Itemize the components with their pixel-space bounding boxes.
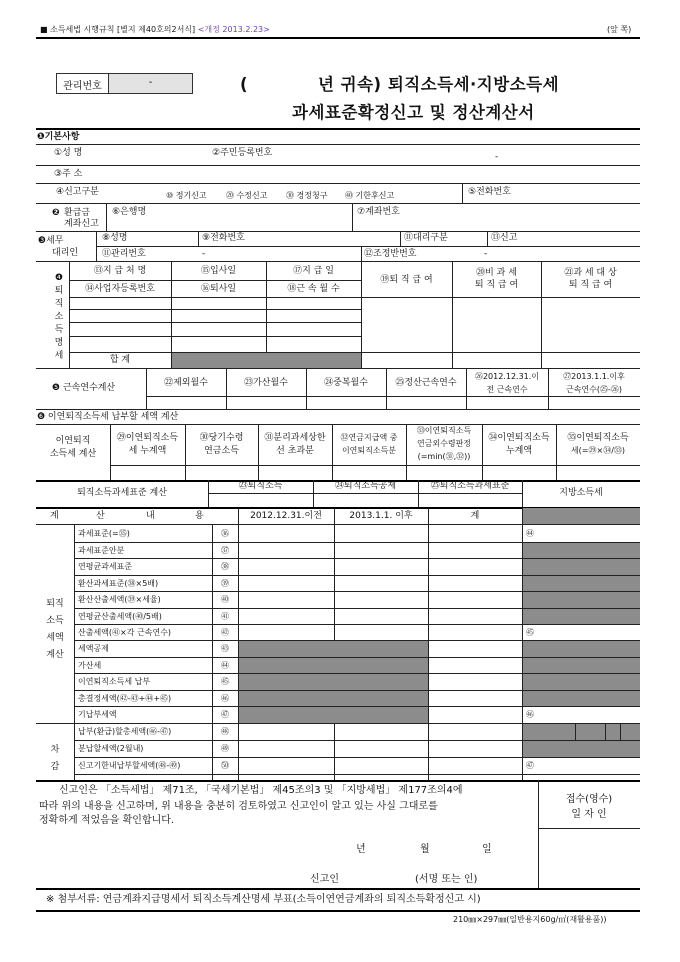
c31-label2: 선 초과분 [276,446,314,456]
agent-type-label: ⑪대리구분 [404,233,448,243]
calc-row-label: 환산과세표준(㊳×5배) [78,579,159,588]
c32-label2: 이연퇴직소득분 [341,446,397,455]
management-number-box: 관리번호 - [56,73,193,94]
phone-label: ⑤전화번호 [468,187,511,197]
title-open-paren: ( [240,75,249,94]
date-day: 일 [482,844,492,855]
bank-label: ⑥은행명 [112,207,147,217]
agent-label1: ❸세무 [38,236,64,246]
c33-label2: 연금외수령판정 [416,439,472,448]
c34-label2: 누계액 [505,446,533,456]
c30-label2: 연금소득 [204,446,239,456]
date-month: 월 [420,844,430,855]
section6-heading: ❻ 이연퇴직소득세 납부할 세액 계산 [37,412,179,422]
taxable-label2: 퇴 직 급 여 [568,280,613,290]
section5-label: ❺ 근속연수계산 [52,383,116,393]
calc-row-label: 총결정세액(㊷-㊸+㊹+㊺) [78,694,172,703]
calc-row-label: 산출세액(㊶×각 근속연수) [78,628,172,637]
c29-label2: 세 누계액 [128,446,167,456]
refund-label2: 계좌신고 [64,219,99,229]
calc-row-number: ㊲ [221,546,229,555]
post2013-years-label2: 근속연수(㉕-㉖) [565,385,623,394]
col-post2013: 2013.1.1. 이후 [349,511,413,521]
local-tax-row-number: ㊹ [526,529,534,538]
calc-table-title: 퇴직소득과세표준 계산 [77,488,167,498]
calc-row-number: ㊻ [221,694,229,703]
calc-side-label: 퇴직 소득 세액 계산 [46,599,64,660]
rrn-dash: - [495,152,499,162]
retire-pay-label: ⑲퇴 직 급 여 [380,275,433,285]
section4-side-label: ❹ 퇴 직 소 득 명 세 [54,273,64,361]
local-tax-row-number: ㊺ [526,628,534,637]
calc-row-label: 이연퇴직소득세 납부 [78,677,151,686]
c33-label3: (=min(㉛,㉜)) [417,452,471,461]
duplicate-months-label: ㉔중복월수 [324,378,368,388]
agent-report-label: ⑬신고 [491,233,518,243]
receipt-label1: 접수(영수) [565,794,613,805]
declaration-line2: 따라 위의 내용을 신고하며, 위 내용을 충분히 검토하였고 신고인이 알고 있는 사실 그대로를 [39,801,438,812]
page-side: (앞 쪽) [607,25,632,34]
refund-label1: 환급금 [64,208,91,218]
c33-label1: ㉝이연퇴직소득 [416,426,472,435]
form-regulation: ■ 소득세법 시행규칙 [별지 제40호의2서식] <개정 2013.2.23> [40,25,270,34]
taxable-label1: ㉑과 세 대 상 [564,268,617,278]
name-label: ①성 명 [54,148,83,158]
c35-label1: ㉟이연퇴직소득 [567,433,629,443]
c29-label1: ㉙이연퇴직소득 [116,433,179,443]
calc-row-number: ㊵ [221,595,229,604]
calc-row-number: ㊿ [221,761,229,770]
calc-row-number: ㊸ [221,644,229,653]
calc-row-label: 기납부세액 [78,710,117,719]
bizno-label: ⑭사업자등록번호 [85,284,155,294]
calc-row-label: 세액공제 [78,644,109,653]
report-type-label: ④신고구분 [56,187,99,197]
agent-label2: 대리인 [52,248,79,258]
rrn-label: ②주민등록번호 [212,148,273,158]
local-tax-row-number: ㊻ [526,710,534,719]
c34-label1: ㉞이연퇴직소득 [488,433,550,443]
total-label: 합 계 [109,355,131,365]
h-retire-income: ㉓퇴직소득 [238,481,283,491]
pay-date-label: ⑰지 급 일 [293,266,334,276]
signer-label: 신고인 [310,874,339,885]
agent-mgmt-label: ⑪관리번호 [102,249,146,259]
deferred-tax-label1: 이연퇴직 [55,436,91,446]
calc-row-number: ㊷ [221,628,229,637]
calc-row-label: 연평균과세표준 [78,562,133,571]
attachments-note: ※ 첨부서류: 연금계좌지급명세서 퇴직소득계산명세 부표(소득이연연금계좌의 퇴직소득확정신고 시) [46,894,481,905]
calc-row-number: ㊾ [221,744,229,753]
col-header-char: 계 [50,511,59,521]
c30-label1: ㉚당기수령 [199,433,244,443]
nontax-label1: ⑳비 과 세 [476,268,517,278]
receipt-label2: 일 자 인 [571,809,607,820]
option-amended[interactable]: ⑳ 수정신고 [226,191,268,200]
section1-heading: ❶기본사항 [37,132,80,142]
calc-row-number: ㊹ [221,661,229,670]
calc-row-number: ㊼ [221,710,229,719]
adjust-no-dash: - [484,249,488,259]
added-months-label: ㉓가산월수 [244,378,288,388]
option-correction[interactable]: ㉚ 경정청구 [286,191,328,200]
pre2013-years-label2: 전 근속연수 [486,385,528,394]
form-title-line2: 과세표준확정신고 및 정산계산서 [292,103,535,122]
h-retire-taxbase: ㉕퇴직소득과세표준 [430,481,510,491]
agent-name-label: ⑧성명 [102,233,128,243]
join-date-label: ⑮입사일 [200,266,237,276]
col-header-char: 내 [146,511,155,521]
option-late[interactable]: ㊵ 기한후신고 [345,191,395,200]
address-label: ③주 소 [54,169,83,179]
c35-label2: 세(=㉙×㉞/㉝) [570,446,626,455]
leave-date-label: ⑯퇴사일 [200,284,237,294]
calc-row-label: 연평균산출세액(㊵/5배) [78,612,162,621]
calc-row-number: ㊽ [221,727,229,736]
c31-label1: ㉛분리과세상한 [264,433,326,443]
pre2013-years-label1: ㉖2012.12.31.이 [474,372,540,381]
agent-phone-label: ⑨전화번호 [202,233,245,243]
excluded-months-label: ㉒제외월수 [164,378,208,388]
post2013-years-label1: ㉗2013.1.1.이후 [563,372,625,381]
deferred-tax-label2: 소득세 계산 [49,449,97,459]
calc-row-label: 신고기한내납부할세액(㊽-㊾) [78,761,181,770]
calc-row-label: 납부(환급)할총세액(㊻-㊼) [78,727,172,736]
col-total: 계 [470,511,480,521]
local-income-tax-label: 지방소득세 [559,488,603,498]
c32-label1: ㉜연금지급액 중 [340,433,398,442]
date-year: 년 [356,844,366,855]
nontax-label2: 퇴 직 급 여 [474,280,519,290]
col-header-char: 용 [195,511,204,521]
calc-row-number: ㊶ [221,612,229,621]
settled-years-label: ㉕정산근속연수 [395,378,457,388]
sub-side-label: 차 감 [50,745,60,772]
section2-num: ❷ [52,208,60,218]
local-tax-row-number: ㊼ [526,761,534,770]
calc-row-number: ㊴ [221,579,229,588]
signature-field[interactable]: (서명 또는 인) [415,874,478,885]
paper-spec: 210㎜×297㎜(일반용지60g/㎡(재활용품)) [453,915,607,924]
calc-row-label: 과세표준(=㉟) [78,529,130,538]
agent-mgmt-dash: - [202,249,206,259]
account-label: ⑦계좌번호 [357,207,400,217]
calc-row-number: ㊱ [221,529,229,538]
form-title-line1: 년 귀속) 퇴직소득세·지방소득세 [318,75,560,94]
option-regular[interactable]: ⑩ 정기신고 [166,191,207,200]
declaration-line3: 정확하게 적었음을 확인합니다. [39,815,175,826]
calc-row-label: 환산산출세액(㊴×세율) [78,595,161,604]
months-label: ⑱근 속 월 수 [287,284,340,294]
calc-row-label: 분납할세액(2월내) [78,744,144,753]
calc-row-label: 가산세 [78,661,102,670]
calc-row-label: 과세표준안분 [78,546,125,555]
payer-label: ⑬지 급 처 명 [93,266,147,276]
calc-row-number: ㊺ [221,677,229,686]
declaration-line1: 신고인은 「소득세법」 제71조, 「국세기본법」 제45조의3 및 「지방세법」 제177조의4에 [59,785,463,796]
calc-row-number: ㊳ [221,562,229,571]
col-pre2013: 2012.12.31.이전 [250,511,322,521]
h-retire-deduction: ㉔퇴직소득공제 [334,481,397,491]
adjust-no-label: ⑫조정반번호 [364,249,417,259]
col-header-char: 산 [96,511,105,521]
